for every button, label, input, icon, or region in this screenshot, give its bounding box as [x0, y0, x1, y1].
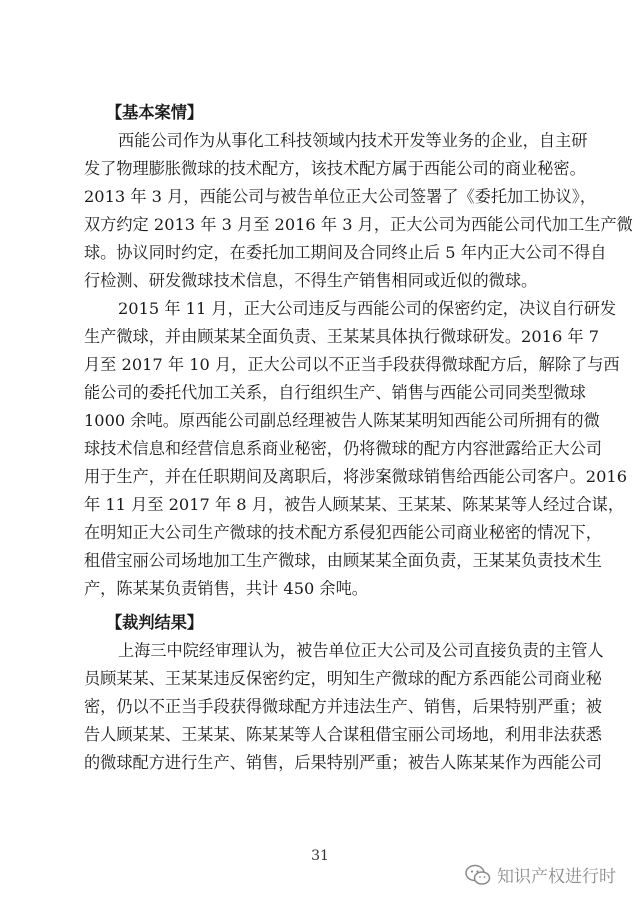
section-heading-basic-facts: 【基本案情】: [106, 103, 204, 122]
paragraph-line: 租借宝丽公司场地加工生产微球，由顾某某全面负责，王某某负责技术生: [84, 551, 602, 570]
paragraph-line: 告人顾某某、王某某、陈某某等人合谋租借宝丽公司场地，利用非法获悉: [84, 725, 602, 744]
paragraph-line: 2013 年 3 月，西能公司与被告单位正大公司签署了《委托加工协议》，: [84, 187, 597, 206]
watermark: [465, 862, 616, 887]
paragraph-line: 上海三中院经审理认为，被告单位正大公司及公司直接负责的主管人: [118, 641, 604, 660]
section-heading-judgment: 【裁判结果】: [106, 613, 204, 632]
paragraph-line: 行检测、研发微球技术信息，不得生产销售相同或近似的微球。: [84, 271, 538, 290]
paragraph-line: 发了物理膨胀微球的技术配方，该技术配方属于西能公司的商业秘密。: [84, 159, 586, 178]
paragraph-line: 密，仍以不正当手段获得微球配方并违法生产、销售，后果特别严重；被: [84, 697, 602, 716]
wechat-icon: [465, 864, 491, 886]
paragraph-line: 双方约定 2013 年 3 月至 2016 年 3 月，正大公司为西能公司代加工生产微: [84, 215, 633, 234]
paragraph-line: 能公司的委托代加工关系，自行组织生产、销售与西能公司同类型微球: [84, 383, 586, 402]
paragraph-line: 用于生产，并在任职期间及离职后，将涉案微球销售给西能公司客户。2016: [84, 467, 628, 486]
paragraph-line: 年 11 月至 2017 年 8 月，被告人顾某某、王某某、陈某某等人经过合谋，: [84, 495, 625, 514]
paragraph-line: 1000 余吨。原西能公司副总经理被告人陈某某明知西能公司所拥有的微: [84, 411, 600, 430]
paragraph-line: 球技术信息和经营信息系商业秘密，仍将微球的配方内容泄露给正大公司: [84, 439, 602, 458]
paragraph-line: 月至 2017 年 10 月，正大公司以不正当手段获得微球配方后，解除了与西: [84, 355, 620, 374]
page-number: 31: [311, 848, 329, 864]
paragraph-line: 产，陈某某负责销售，共计 450 余吨。: [84, 579, 368, 598]
paragraph-line: 生产微球，并由顾某某全面负责、王某某具体执行微球研发。2016 年 7: [84, 327, 600, 346]
paragraph-line: 球。协议同时约定，在委托加工期间及合同终止后 5 年内正大公司不得自: [84, 243, 607, 262]
paragraph-line: 的微球配方进行生产、销售，后果特别严重；被告人陈某某作为西能公司: [84, 753, 602, 772]
paragraph-line: 2015 年 11 月，正大公司违反与西能公司的保密约定，决议自行研发: [118, 299, 617, 318]
paragraph-line: 在明知正大公司生产微球的技术配方系侵犯西能公司商业秘密的情况下，: [84, 523, 602, 542]
watermark-text: 知识产权进行时: [497, 867, 616, 887]
paragraph-line: 员顾某某、王某某违反保密约定，明知生产微球的配方系西能公司商业秘: [84, 669, 602, 688]
paragraph-line: 西能公司作为从事化工科技领域内技术开发等业务的企业，自主研: [118, 131, 588, 150]
